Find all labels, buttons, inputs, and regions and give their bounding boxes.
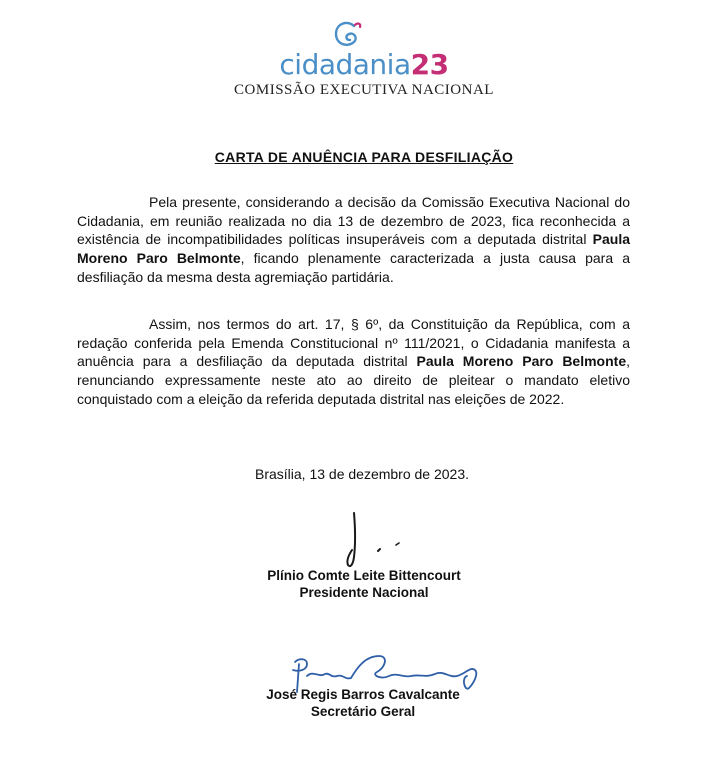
signer-1-role: Presidente Nacional [299,585,429,600]
paragraph-2-text-a: Assim, nos termos do art. 17, § 6º, da Constituição da República, com a redação conferida pela Emenda Constitucional nº 111/2021, o Cidadania manifesta a anuência para a desfiliação da deputada distrital [77,316,630,370]
date-line [0,466,728,482]
document-title: CARTA DE ANUÊNCIA PARA DESFILIAÇÃO [214,149,514,165]
logo-wordmark [0,48,728,81]
logo-word-part1: cidadania [279,48,411,81]
date-text: Brasília, 13 de dezembro de 2023. [254,466,470,482]
signature-1-image [300,505,420,575]
paragraph-2-bold-name: Paula Moreno Paro Belmonte [416,353,627,370]
signer-2-role: Secretário Geral [310,704,416,719]
logo-word-part2: 23 [410,48,449,81]
signer-1-name: Plínio Comte Leite Bittencourt [267,568,461,583]
paragraph-1-text-a: Pela presente, considerando a decisão da Comissão Executiva Nacional do Cidadania, em reunião realizada no dia 13 de dezembro de 2023, fica reconhecida a existência de incompatibilidades políticas insuperáveis com a deputada distrital [77,194,630,248]
paragraph-2-text-b: , renunciando expressamente neste ato ao direito de pleitear o mandato eletivo conquistado com a eleição da referida deputada distrital nas eleições de 2022. [77,353,630,407]
paragraph-1-bold-name: Paula Moreno Paro Belmonte [77,231,630,267]
logo-subtitle: COMISSÃO EXECUTIVA NACIONAL [234,82,494,98]
paragraph-2 [77,315,630,409]
signer-block-2 [0,686,727,720]
letterhead [0,10,728,100]
paragraph-1-text-b: , ficando plenamente caracterizada a justa causa para a desfiliação da mesma desta agremiação partidária. [77,250,630,285]
paragraph-1 [77,193,630,287]
signer-2-name: José Regis Barros Cavalcante [266,687,460,702]
signer-block-1 [0,567,728,601]
